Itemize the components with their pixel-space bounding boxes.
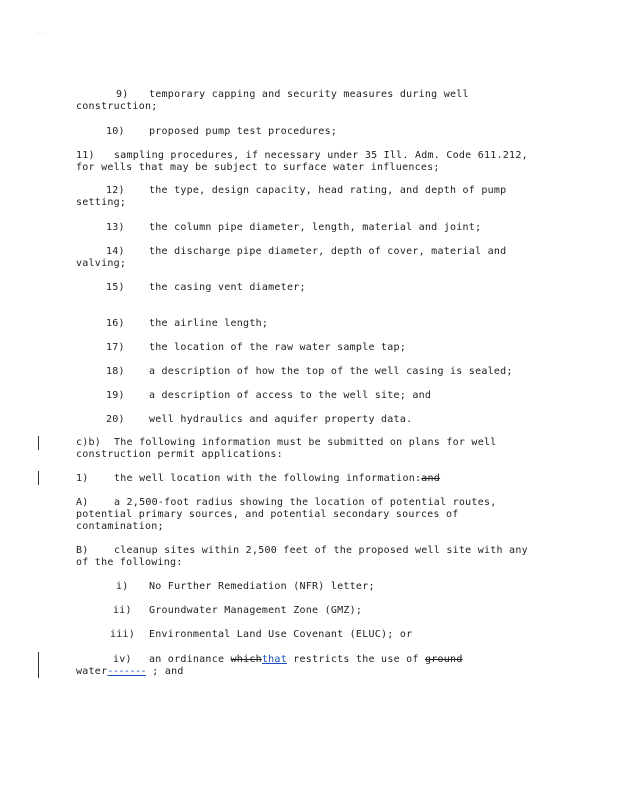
item-text: cleanup sites within 2,500 feet of the proposed well site with any (114, 545, 528, 556)
item-iv-line-2 (76, 666, 184, 678)
item-number: ii) (113, 605, 132, 616)
item-text: valving; (76, 258, 127, 269)
item-text: the location of the raw water sample tap; (149, 342, 407, 353)
item-number: iv) (113, 654, 132, 665)
item-iv-line-1 (149, 654, 463, 666)
item-text: the discharge pipe diameter, depth of cover, material and (149, 246, 507, 257)
section-text: construction permit applications: (76, 449, 283, 460)
item-number: 13) (106, 222, 125, 233)
item-text: setting; (76, 197, 127, 208)
item-number: 19) (106, 390, 125, 401)
item-number: 9) (116, 89, 129, 100)
deleted-text: and (421, 473, 441, 484)
item-text: the well location with the following information: (114, 473, 422, 484)
item-text: a description of access to the well site; and (149, 390, 432, 401)
item-text: construction; (76, 101, 158, 112)
item-text: Groundwater Management Zone (GMZ); (149, 605, 363, 616)
item-number: 10) (106, 126, 125, 137)
item-1-line (114, 473, 440, 485)
item-number: 20) (106, 414, 125, 425)
item-number: 17) (106, 342, 125, 353)
item-text: sampling procedures, if necessary under 35 Ill. Adm. Code 611.212, (114, 150, 528, 161)
item-number: 14) (106, 246, 125, 257)
item-number: 1) (76, 473, 89, 484)
item-text: well hydraulics and aquifer property data. (149, 414, 413, 425)
deleted-text: which (230, 654, 262, 665)
item-number: A) (76, 497, 89, 508)
section-label: c)b) (76, 437, 102, 448)
item-text: ; and (152, 666, 184, 677)
item-text: the column pipe diameter, length, material and joint; (149, 222, 482, 233)
item-text: restricts the use of (293, 654, 419, 665)
deleted-text: ground (424, 654, 463, 665)
item-text: No Further Remediation (NFR) letter; (149, 581, 375, 592)
item-number: i) (116, 581, 129, 592)
item-text: the casing vent diameter; (149, 282, 306, 293)
item-text: a 2,500-foot radius showing the location of potential routes, (114, 497, 497, 508)
item-text: potential primary sources, and potential secondary sources of (76, 509, 459, 520)
item-text: of the following: (76, 557, 183, 568)
item-text: water (76, 666, 108, 677)
item-text: the airline length; (149, 318, 269, 329)
item-text: contamination; (76, 521, 164, 532)
section-text: The following information must be submitted on plans for well (114, 437, 497, 448)
item-text: the type, design capacity, head rating, and depth of pump (149, 185, 507, 196)
item-number: 15) (106, 282, 125, 293)
item-number: 11) (76, 150, 95, 161)
inserted-text: ------- (107, 666, 147, 677)
item-number: 16) (106, 318, 125, 329)
item-text: temporary capping and security measures during well (149, 89, 469, 100)
item-number: B) (76, 545, 89, 556)
change-bar (38, 436, 39, 450)
change-bar (38, 471, 39, 485)
item-text: for wells that may be subject to surface water influences; (76, 162, 440, 173)
item-text: proposed pump test procedures; (149, 126, 338, 137)
margin-dots: · · (36, 30, 47, 37)
item-number: 12) (106, 185, 125, 196)
item-text: Environmental Land Use Covenant (ELUC); or (149, 629, 413, 640)
item-text: an ordinance (149, 654, 225, 665)
item-number: 18) (106, 366, 125, 377)
item-number: iii) (110, 629, 136, 640)
item-text: a description of how the top of the well casing is sealed; (149, 366, 513, 377)
change-bar (38, 652, 39, 678)
inserted-text: that (261, 654, 287, 665)
